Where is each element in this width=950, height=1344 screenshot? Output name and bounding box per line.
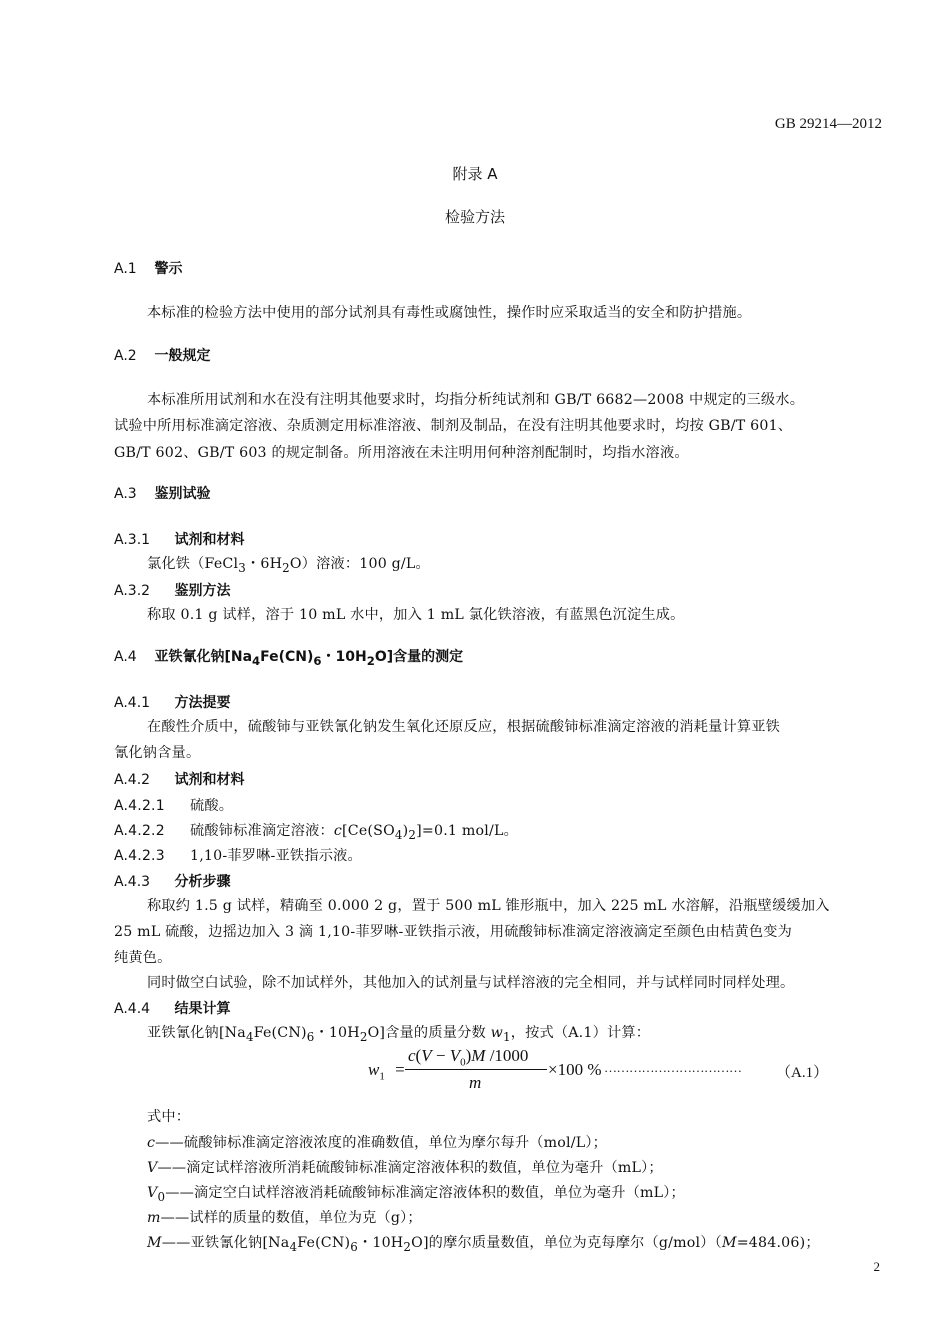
section-number: A.3.2 bbox=[114, 583, 151, 599]
where-intro: 式中： bbox=[147, 1109, 191, 1125]
section-number: A.4.2.3 bbox=[114, 848, 165, 864]
section-a421: A.4.2.1 硫酸。 bbox=[114, 798, 234, 814]
section-number: A.4.1 bbox=[114, 695, 151, 711]
section-a2-line-3: GB/T 602、GB/T 603 的规定制备。所用溶液在未注明用何种溶剂配制时，均指水溶液。 bbox=[114, 445, 689, 461]
section-a43-heading bbox=[114, 871, 230, 891]
section-number: A.3.1 bbox=[114, 532, 151, 548]
where-item-c: c——硫酸铈标准滴定溶液浓度的准确数值，单位为摩尔每升（mol/L）； bbox=[147, 1135, 608, 1151]
formula-label: （A.1） bbox=[776, 1065, 829, 1081]
section-a43-line-3: 纯黄色。 bbox=[114, 950, 172, 966]
section-number: A.2 bbox=[114, 348, 137, 364]
section-a2-line-2: 试验中所用标准滴定溶液、杂质测定用标准溶液、制剂及制品，在没有注明其他要求时，均按 GB/T 601、 bbox=[114, 418, 793, 434]
section-a41-line-2: 氰化钠含量。 bbox=[114, 745, 201, 761]
section-a42-heading bbox=[114, 769, 244, 789]
section-a41-line-1: 在酸性介质中，硫酸铈与亚铁氰化钠发生氧化还原反应，根据硫酸铈标准滴定溶液的消耗量计算亚铁 bbox=[147, 719, 781, 735]
section-a422: A.4.2.2 硫酸铈标准滴定溶液：$c[Ce(SO_4)_2]=0.1$ mol/L。 bbox=[114, 823, 518, 842]
section-a43-line-2: 25 mL 硫酸，边摇边加入 3 滴 1,10-菲罗啉-亚铁指示液，用硫酸铈标准滴定溶液滴定至颜色由桔黄色变为 bbox=[114, 924, 792, 940]
section-title: 鉴别方法 bbox=[174, 583, 231, 599]
section-a43-line-1: 称取约 1.5 g 试样，精确至 0.000 2 g，置于 500 mL 锥形瓶中，加入 225 mL 水溶解，沿瓶壁缓缓加入 bbox=[147, 898, 830, 914]
where-item-m: m——试样的质量的数值，单位为克（g）； bbox=[147, 1210, 422, 1226]
section-number: A.4.2.2 bbox=[114, 823, 165, 839]
section-a41-heading bbox=[114, 692, 230, 712]
section-title: 方法提要 bbox=[174, 695, 231, 711]
fraction-bar bbox=[405, 1069, 547, 1070]
section-title: 试剂和材料 bbox=[174, 772, 245, 788]
section-title: 亚铁氰化钠[$Na_4Fe(CN)_6$・$10H_2O$]含量的测定 bbox=[154, 649, 464, 668]
where-item-v: V——滴定试样溶液所消耗硫酸铈标准滴定溶液体积的数值，单位为毫升（mL）； bbox=[147, 1160, 663, 1176]
section-title: 鉴别试验 bbox=[154, 486, 211, 502]
where-item-molar-mass: M——亚铁氰化钠[$Na_4Fe(CN)_6$・$10H_2O$]的摩尔质量数值，单位为克每摩尔（g/mol）（M=484.06)； bbox=[147, 1235, 820, 1254]
section-number: A.1 bbox=[114, 261, 137, 277]
section-number: A.4 bbox=[114, 649, 137, 665]
standard-number: GB 29214—2012 bbox=[774, 116, 882, 132]
section-number: A.4.2.1 bbox=[114, 798, 165, 814]
section-a4-heading bbox=[114, 646, 463, 668]
section-a31-reagent: 氯化铁（FeCl$_3$・$6H_2O$）溶液：100 g/L。 bbox=[147, 556, 430, 575]
formula-leader-dots: …………………………… bbox=[604, 1060, 742, 1075]
formula-lhs: $w_1$ = bbox=[368, 1060, 405, 1083]
section-number: A.3 bbox=[114, 486, 137, 502]
section-a1-paragraph: 本标准的检验方法中使用的部分试剂具有毒性或腐蚀性，操作时应采取适当的安全和防护措施。 bbox=[147, 305, 752, 321]
section-a32-text: 称取 0.1 g 试样，溶于 10 mL 水中，加入 1 mL 氯化铁溶液，有蓝黑色沉淀生成。 bbox=[147, 607, 685, 623]
section-number: A.4.4 bbox=[114, 1001, 151, 1017]
section-a2-heading bbox=[114, 345, 210, 365]
section-a44-heading bbox=[114, 998, 230, 1018]
formula-multiplier: ×100 % bbox=[548, 1060, 602, 1079]
section-title: 试剂和材料 bbox=[174, 532, 245, 548]
section-a1-heading bbox=[114, 258, 182, 278]
section-a2-line-1: 本标准所用试剂和水在没有注明其他要求时，均指分析纯试剂和 GB/T 6682—2008 中规定的三级水。 bbox=[147, 392, 805, 408]
page-number: 2 bbox=[873, 1259, 880, 1274]
section-a423: A.4.2.3 1,10-菲罗啉-亚铁指示液。 bbox=[114, 848, 362, 864]
section-title: 一般规定 bbox=[154, 348, 211, 364]
section-a31-heading bbox=[114, 529, 244, 549]
formula-numerator: $c(V - V_0)M$ /1000 bbox=[408, 1046, 529, 1069]
section-title: 警示 bbox=[154, 261, 183, 277]
formula-denominator: m bbox=[469, 1073, 482, 1092]
appendix-subtitle: 检验方法 bbox=[444, 208, 505, 226]
section-title: 结果计算 bbox=[174, 1001, 231, 1017]
section-a44-intro: 亚铁氰化钠[$Na_4Fe(CN)_6$・$10H_2O$]含量的质量分数 $w_1$，按式（A.1）计算： bbox=[147, 1025, 651, 1044]
appendix-title: 附录 A bbox=[452, 165, 498, 183]
section-a3-heading bbox=[114, 483, 210, 503]
section-title: 分析步骤 bbox=[174, 874, 231, 890]
section-number: A.4.2 bbox=[114, 772, 151, 788]
section-a43-line-4: 同时做空白试验，除不加试样外，其他加入的试剂量与试样溶液的完全相同，并与试样同时同样处理。 bbox=[147, 975, 795, 991]
section-a32-heading bbox=[114, 580, 230, 600]
section-number: A.4.3 bbox=[114, 874, 151, 890]
where-item-v0: $V_0——$滴定空白试样溶液消耗硫酸铈标准滴定溶液体积的数值，单位为毫升（mL）； bbox=[147, 1185, 685, 1204]
